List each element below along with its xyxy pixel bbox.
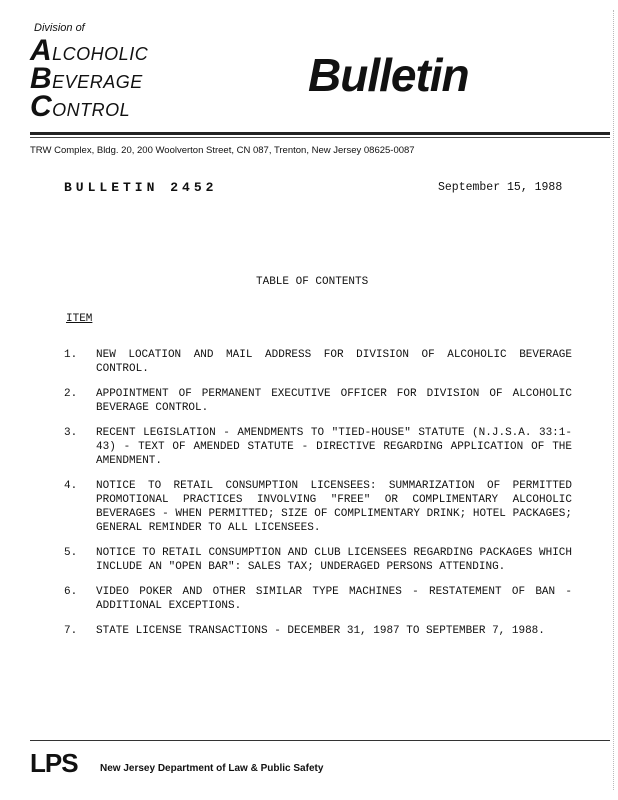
toc-entry-2: 2. APPOINTMENT OF PERMANENT EXECUTIVE OFFICER FOR DIVISION OF ALCOHOLIC BEVERAGE CONTROL.: [64, 388, 572, 414]
bulletin-date: September 15, 1988: [438, 181, 563, 194]
agency-line-control: CONTROL: [30, 90, 131, 123]
toc-entry-4: 4. NOTICE TO RETAIL CONSUMPTION LICENSEES: SUMMARIZATION OF PERMITTED PROMOTIONAL PRACTICES INVOLVING "FREE" OR COMPLIMENTARY ALCOHOLIC BEVERAGES - WHEN PERMITTED; SIZE OF COMPLIMENTARY DRINK; HOTEL PACKAGES; GENERAL REMINDER TO ALL LICENSEES.: [64, 480, 572, 534]
toc-entry-5: 5. NOTICE TO RETAIL CONSUMPTION AND CLUB LICENSEES REGARDING PACKAGES WHICH INCLUDE AN "OPEN BAR": SALES TAX; UNDERAGED PERSONS ATTENDING.: [64, 547, 572, 573]
division-label: Division of: [34, 22, 85, 34]
agency-line-alcoholic: ALCOHOLIC: [30, 34, 149, 67]
header-rule-thin: [30, 137, 610, 138]
address-line: TRW Complex, Bldg. 20, 200 Woolverton Street, CN 087, Trenton, New Jersey 08625-0087: [30, 145, 415, 156]
department-name: New Jersey Department of Law & Public Safety: [100, 763, 324, 774]
toc-title: TABLE OF CONTENTS: [256, 276, 369, 288]
item-header: ITEM: [66, 313, 93, 325]
page-edge: [613, 10, 614, 790]
toc-entry-6: 6. VIDEO POKER AND OTHER SIMILAR TYPE MACHINES - RESTATEMENT OF BAN - ADDITIONAL EXCEPTIONS.: [64, 586, 572, 612]
lps-logo: LPS: [30, 748, 78, 778]
toc-entry-3: 3. RECENT LEGISLATION - AMENDMENTS TO "TIED-HOUSE" STATUTE (N.J.S.A. 33:1-43) - TEXT OF AMENDED STATUTE - DIRECTIVE REGARDING APPLICATION OF THE AMENDMENT.: [64, 427, 572, 467]
header-rule: [30, 132, 610, 135]
toc-entry-7: 7. STATE LICENSE TRANSACTIONS - DECEMBER 31, 1987 TO SEPTEMBER 7, 1988.: [64, 625, 545, 637]
toc-list: [64, 348, 572, 649]
agency-line-beverage: BEVERAGE: [30, 62, 143, 95]
bulletin-number: BULLETIN 2452: [64, 180, 218, 195]
bulletin-masthead: Bulletin: [308, 49, 469, 101]
footer-rule: [30, 740, 610, 741]
toc-entry-1: 1. NEW LOCATION AND MAIL ADDRESS FOR DIVISION OF ALCOHOLIC BEVERAGE CONTROL.: [64, 349, 572, 375]
